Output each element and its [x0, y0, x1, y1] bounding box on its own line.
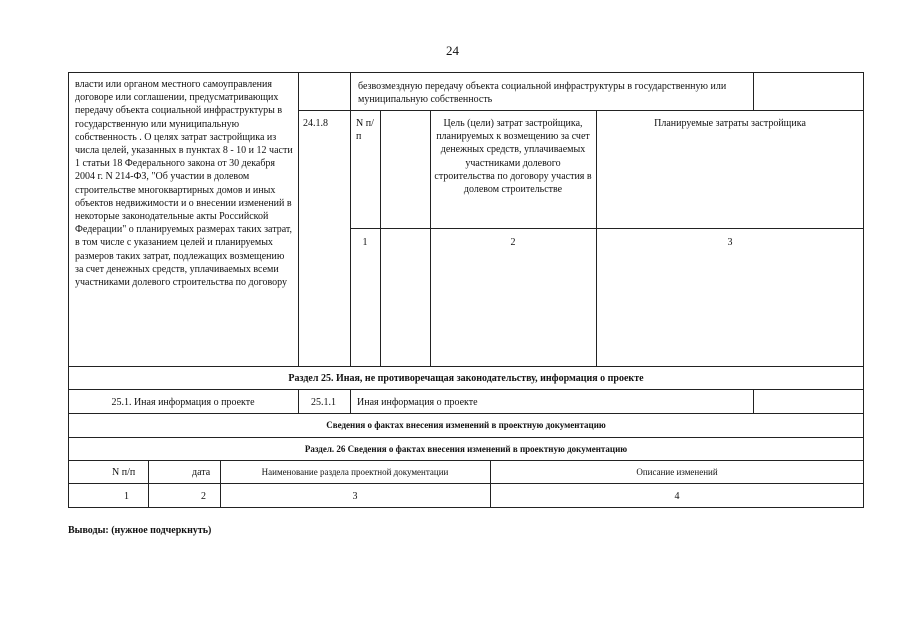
- section25-heading: Раздел 25. Иная, не противоречащая законодательству, информация о проекте: [288, 373, 644, 384]
- section26-col-description-header: Описание изменений: [636, 467, 718, 477]
- subtable-row-costs: 3: [727, 237, 733, 248]
- section24-description: власти или органом местного самоуправления договоре или соглашении, предусматривающих передачу объекта социальной инфраструктуры в государственную или муниципальную собственность . О целях затрат застройщика из числа целей, указанных в пунктах 8 - 10 и 12 части 1 статьи 18 Федерального закона от 30 декабря 2004 г. N 214-ФЗ, "Об участии в долевом строительстве многоквартирных домов и иных объектов недвижимости и о внесении изменений в некоторые законодательные акты Российской Федерации" о планируемых размерах таких затрат, в том числе с указанием целей и планируемых размеров таких затрат, подлежащих возмещению за счет денежных средств, уплачиваемых всеми участниками долевого строительства по договору: [75, 79, 293, 289]
- subtable-row-num: 1: [362, 237, 368, 248]
- divider: [350, 389, 351, 414]
- divider: [298, 389, 299, 414]
- section26-heading: Раздел. 26 Сведения о фактах внесения изменений в проектную документацию: [304, 444, 628, 454]
- divider: [350, 228, 864, 229]
- section26-col-section-name-header: Наименование раздела проектной документации: [261, 467, 449, 477]
- divider: [298, 110, 864, 111]
- divider: [350, 72, 351, 367]
- divider: [148, 460, 149, 508]
- divider: [380, 110, 381, 367]
- section25-left-label: 25.1. Иная информация о проекте: [111, 397, 255, 408]
- subtable-col-purpose-header: Цель (цели) затрат застройщика, планируемых к возмещению за счет денежных средств, уплачиваемых участниками долевого строительства по договору участия в долевом строительстве: [434, 118, 592, 196]
- divider: [298, 72, 299, 367]
- subtable-row-purpose: 2: [510, 237, 516, 248]
- page-number: 24: [446, 43, 459, 58]
- item-code-25-1-1: 25.1.1: [311, 397, 336, 408]
- section26-row-description: 4: [674, 491, 680, 502]
- changes-info-heading: Сведения о фактах внесения изменений в проектную документацию: [326, 420, 606, 430]
- conclusions-label: Выводы: (нужное подчеркнуть): [68, 525, 212, 536]
- section26-row-section-name: 3: [352, 491, 358, 502]
- section24-top-right-text: безвозмездную передачу объекта социальной инфраструктуры в государственную или муниципальную собственность: [358, 81, 727, 106]
- subtable-col-num-header: N п/п: [356, 118, 374, 143]
- section26-row-date: 2: [201, 491, 206, 502]
- item-code-24-1-8: 24.1.8: [303, 118, 328, 129]
- divider: [753, 389, 754, 414]
- section26-row-num: 1: [124, 491, 129, 502]
- section25-item-label: Иная информация о проекте: [357, 397, 478, 408]
- divider: [753, 72, 754, 110]
- divider: [68, 483, 864, 484]
- subtable-col-costs-header: Планируемые затраты застройщика: [654, 118, 806, 129]
- section26-col-num-header: N п/п: [112, 467, 136, 478]
- section26-col-date-header: дата: [192, 467, 211, 478]
